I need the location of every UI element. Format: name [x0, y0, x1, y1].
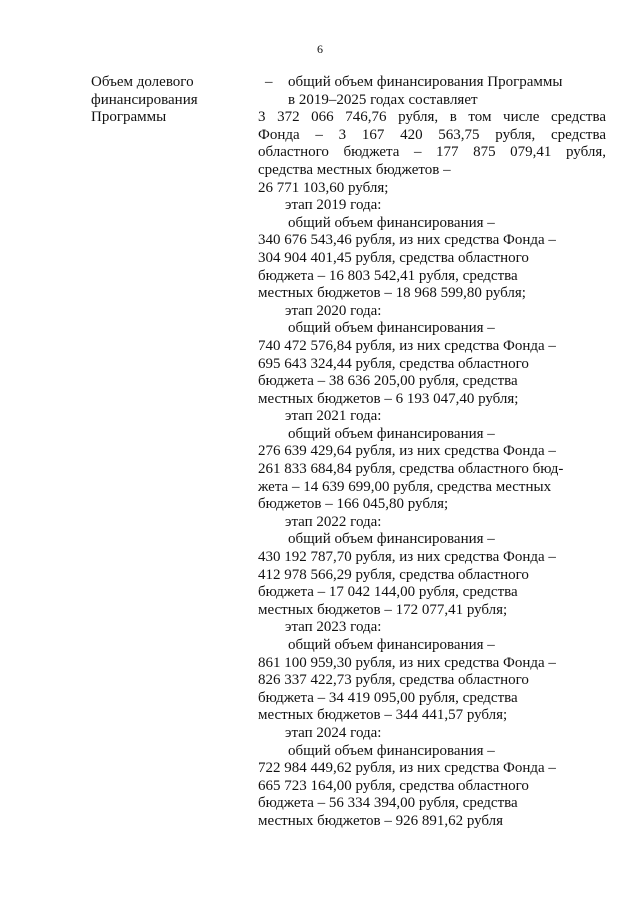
text-line: жета – 14 639 699,00 рубля, средства местных [258, 478, 552, 495]
section-label-line: финансирования [91, 91, 198, 108]
text-line: общий объем финансирования – [288, 637, 495, 653]
text-line: в 2019–2025 годах составляет [288, 91, 478, 108]
text-line: этап 2022 года: [285, 513, 382, 530]
text-line: общий объем финансирования – [288, 425, 495, 442]
text-line: этап 2021 года: [285, 408, 382, 425]
text-line: 430 192 787,70 рубля, из них средства Фонда – [258, 549, 556, 566]
text-line: местных бюджетов – 6 193 047,40 рубля; [258, 390, 519, 407]
text-line: бюджета – 34 419 095,00 рубля, средства [258, 689, 518, 706]
text-line: бюджета – 38 636 205,00 рубля, средства [258, 373, 518, 390]
text-line: общий объем финансирования – [288, 214, 495, 231]
text-line: бюджетов – 166 045,80 рубля; [258, 496, 449, 513]
text-line: 665 723 164,00 рубля, средства областного [258, 777, 529, 794]
text-line: общий объем финансирования – [288, 742, 495, 759]
text-line: этап 2023 года: [285, 619, 382, 636]
text-line: местных бюджетов – 926 891,62 рубля [258, 812, 504, 829]
text-line: бюджета – 17 042 144,00 рубля, средства [258, 584, 518, 601]
text-line: этап 2020 года: [285, 302, 382, 319]
text-line: 740 472 576,84 рубля, из них средства Фонда – [258, 337, 556, 354]
text-line: 276 639 429,64 рубля, из них средства Фонда – [258, 443, 556, 460]
text-line: областного бюджета – 177 875 079,41 рубля, [258, 144, 606, 161]
text-line: этап 2019 года: [285, 197, 382, 214]
text-line: 304 904 401,45 рубля, средства областного [258, 249, 529, 266]
text-line: средства местных бюджетов – [258, 161, 451, 178]
text-line: 826 337 422,73 рубля, средства областного [258, 672, 529, 689]
page-number: 6 [317, 42, 323, 56]
text-line: бюджета – 56 334 394,00 рубля, средства [258, 795, 518, 812]
text-line: 861 100 959,30 рубля, из них средства Фонда – [258, 654, 556, 671]
list-dash: – [265, 74, 273, 90]
text-line: 340 676 543,46 рубля, из них средства Фонда – [258, 232, 556, 249]
text-line: 261 833 684,84 рубля, средства областного бюд- [258, 461, 564, 478]
financing-text [258, 74, 606, 831]
text-line: общий объем финансирования – [288, 531, 495, 548]
text-line: бюджета – 16 803 542,41 рубля, средства [258, 267, 518, 284]
text-line: Фонда – 3 167 420 563,75 рубля, средства [258, 126, 606, 143]
text-line: 722 984 449,62 рубля, из них средства Фонда – [258, 760, 556, 777]
text-line: местных бюджетов – 344 441,57 рубля; [258, 707, 508, 724]
section-label-line: Объем долевого [91, 74, 194, 90]
text-line: местных бюджетов – 18 968 599,80 рубля; [258, 285, 526, 302]
text-line: 3 372 066 746,76 рубля, в том числе средства [258, 109, 606, 126]
text-line: этап 2024 года: [285, 724, 382, 741]
section-label-line: Программы [91, 109, 167, 126]
section-label [91, 74, 251, 127]
text-line: 695 643 324,44 рубля, средства областного [258, 355, 529, 372]
text-line: общий объем финансирования – [288, 320, 495, 337]
text-line: местных бюджетов – 172 077,41 рубля; [258, 601, 508, 618]
text-line: 26 771 103,60 рубля; [258, 179, 389, 196]
text-line: общий объем финансирования Программы [288, 74, 563, 90]
text-line: 412 978 566,29 рубля, средства областного [258, 566, 529, 583]
